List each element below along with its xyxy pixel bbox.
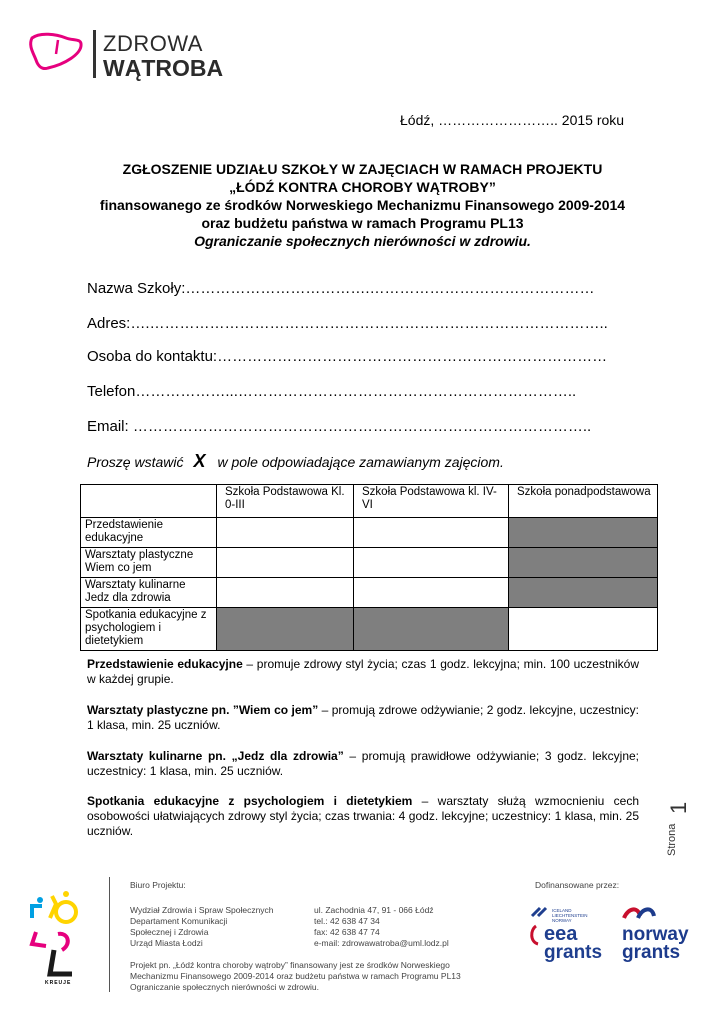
table-cell-checkbox[interactable]	[354, 578, 509, 608]
place-date: Łódź, …………………….. 2015 roku	[400, 112, 625, 128]
project-note	[130, 960, 500, 993]
description-title: Spotkania edukacyjne z psychologiem i dietetykiem	[87, 794, 413, 808]
table-cell-disabled	[509, 518, 658, 548]
norway-grants-text: grants	[622, 942, 681, 962]
table-cell-checkbox[interactable]	[217, 548, 354, 578]
description-text: – promują zdrowe odżywianie; 2 godz. lekcyjne, uczestnicy: 1 klasa, min. 25 uczniów.	[87, 703, 640, 732]
logo-text-bottom: WĄTROBA	[103, 55, 224, 81]
phone-field[interactable]: Telefon………………...…………………………………………………………..	[87, 383, 577, 400]
footer-line: Wydział Zdrowia i Spraw Społecznych	[130, 905, 274, 915]
logo-text-top: ZDROWA	[103, 31, 203, 56]
table-header-row	[81, 485, 658, 518]
instruction	[87, 451, 504, 472]
norway-text: norway	[622, 924, 689, 945]
footer-line: fax: 42 638 47 74	[314, 927, 380, 937]
table-cell-checkbox[interactable]	[354, 518, 509, 548]
footer-divider	[109, 877, 110, 992]
table-cell-disabled	[354, 608, 509, 651]
office-title: Biuro Projektu:	[130, 880, 186, 890]
instruction-text: w pole odpowiadające zamawianym zajęciom.	[217, 454, 504, 470]
table-cell-checkbox[interactable]	[509, 608, 658, 651]
description-title: Przedstawienie edukacyjne	[87, 657, 243, 671]
office-department	[130, 905, 274, 949]
table-cell-disabled	[217, 608, 354, 651]
instruction-mark: X	[193, 451, 206, 471]
description-title: Warsztaty kulinarne pn. „Jedz dla zdrowia”	[87, 749, 344, 763]
page-label: Strona	[666, 823, 678, 856]
footer-line: Departament Komunikacji	[130, 916, 228, 926]
instruction-text: Proszę wstawić	[87, 454, 184, 470]
table-row	[81, 578, 658, 608]
logo-divider	[93, 30, 96, 78]
footer-line: Projekt pn. „Łódź kontra choroby wątroby” finansowany jest ze środków Norweskiego	[130, 960, 450, 970]
office-contact	[314, 905, 449, 949]
page-number-label	[663, 790, 693, 860]
table-cell-disabled	[509, 578, 658, 608]
title-line: Ograniczanie społecznych nierówności w zdrowiu.	[194, 233, 531, 249]
footer-line: Urząd Miasta Łodzi	[130, 938, 203, 948]
table-row	[81, 608, 658, 651]
school-name-field[interactable]: Nazwa Szkoły:……………………………….………………………………………	[87, 280, 595, 297]
eea-country: LIECHTENSTEIN	[552, 913, 588, 918]
kreuje-logo-icon	[28, 888, 80, 980]
funded-by-label: Dofinansowane przez:	[535, 880, 620, 890]
title-line: „ŁÓDŹ KONTRA CHOROBY WĄTROBY”	[229, 179, 496, 195]
table-header: Szkoła ponadpodstawowa	[509, 485, 658, 518]
liver-icon	[26, 30, 84, 72]
norway-grants-logo	[618, 902, 708, 962]
row-label: Warsztaty kulinarne Jedz dla zdrowia	[81, 578, 217, 608]
eea-country: ICELAND	[552, 908, 572, 913]
contact-person-field[interactable]: Osoba do kontaktu:……………………………………………………………………	[87, 348, 608, 365]
footer-line: Mechanizmu Finansowego 2009-2014 oraz budżetu państwa w ramach Programu PL13	[130, 971, 461, 981]
footer-line: ul. Zachodnia 47, 91 - 066 Łódź	[314, 905, 434, 915]
description-title: Warsztaty plastyczne pn. ”Wiem co jem”	[87, 703, 319, 717]
row-label: Warsztaty plastyczne Wiem co jem	[81, 548, 217, 578]
eea-grants-logo	[528, 902, 618, 962]
title-line: ZGŁOSZENIE UDZIAŁU SZKOŁY W ZAJĘCIACH W RAMACH PROJEKTU	[122, 161, 603, 177]
eea-country: NORWAY	[552, 918, 572, 923]
row-label: Spotkania edukacyjne z psychologiem i dietetykiem	[81, 608, 217, 651]
table-header: Szkoła Podstawowa Kl. 0-III	[217, 485, 354, 518]
eea-text: eea	[544, 923, 578, 945]
eea-grants-text: grants	[544, 942, 603, 962]
table-cell-checkbox[interactable]	[354, 548, 509, 578]
document-title	[60, 160, 665, 250]
title-line: finansowanego ze środków Norweskiego Mechanizmu Finansowego 2009-2014	[99, 197, 626, 213]
footer-line: Ograniczanie społecznych nierówności w zdrowiu.	[130, 982, 319, 992]
page-number: 1	[666, 801, 691, 814]
activity-table	[80, 484, 658, 651]
table-cell-disabled	[509, 548, 658, 578]
table-row	[81, 548, 658, 578]
table-row	[81, 518, 658, 548]
description-text: – promuje zdrowy styl życia; czas 1 godz. lekcyjna; min. 100 uczestników w każdej grupie.	[87, 657, 639, 686]
table-header-empty	[81, 485, 217, 518]
kreuje-caption: KREUJE	[45, 980, 72, 986]
description-text: – promują prawidłowe odżywianie; 3 godz. lekcyjne; uczestnicy: 1 klasa, min. 25 uczniów.	[87, 749, 640, 778]
footer-email[interactable]: e-mail: zdrowawatroba@uml.lodz.pl	[314, 938, 449, 948]
description-text: – warsztaty służą wzmocnieniu cech osobowości ułatwiających zdrowy styl życia; czas trwania: 4 godz. lekcyjne; uczestnicy: 1 klasa, min. 25 uczniów.	[87, 794, 639, 838]
footer-line: tel.: 42 638 47 34	[314, 916, 380, 926]
description-paragraph	[87, 703, 639, 733]
table-cell-checkbox[interactable]	[217, 518, 354, 548]
table-header: Szkoła Podstawowa kl. IV-VI	[354, 485, 509, 518]
row-label: Przedstawienie edukacyjne	[81, 518, 217, 548]
title-line: oraz budżetu państwa w ramach Programu PL13	[201, 215, 524, 231]
footer-line: Społecznej i Zdrowia	[130, 927, 209, 937]
description-paragraph	[87, 657, 639, 687]
description-paragraph	[87, 749, 639, 779]
description-paragraph	[87, 794, 639, 839]
table-cell-checkbox[interactable]	[217, 578, 354, 608]
email-field[interactable]: Email: ………………………………………………………………………………..	[87, 418, 592, 435]
address-field[interactable]: Adres:….………………………………………………………………………………..	[87, 315, 608, 332]
